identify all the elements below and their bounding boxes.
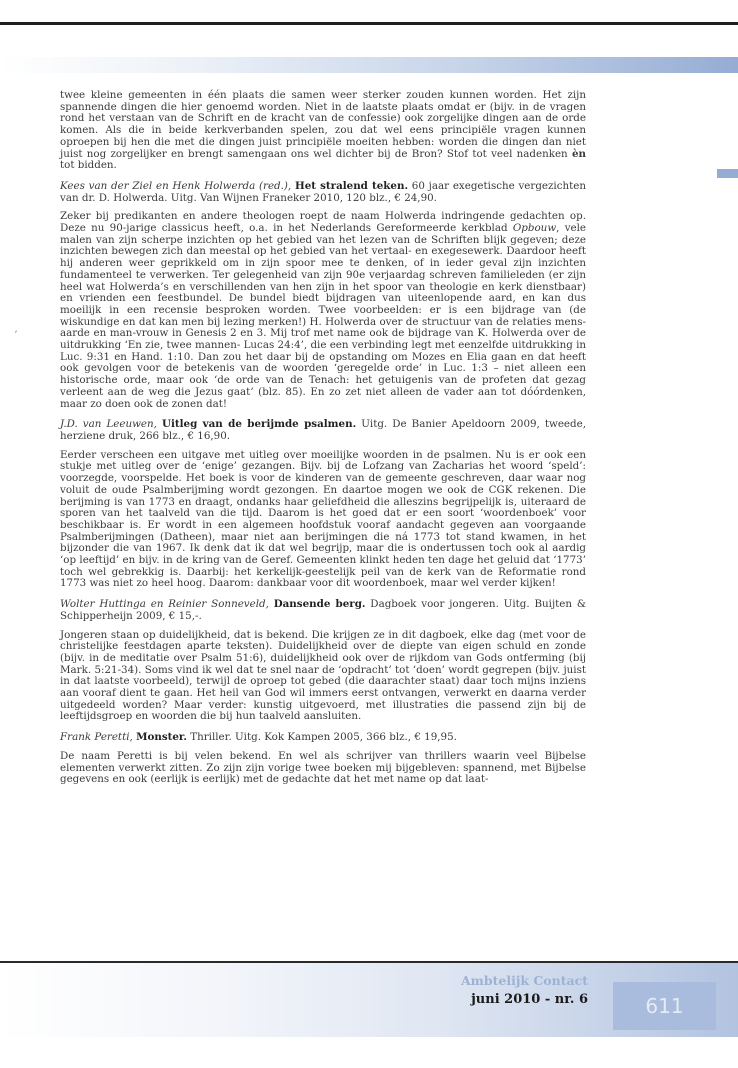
review-header-4: Frank Peretti, Monster. Thriller. Uitg. Kok Kampen 2005, 366 blz., € 19,95. [60,731,457,744]
review-body-3: Jongeren staan op duidelijkheid, dat is bekend. Die krijgen ze in dit dagboek, elke dag (met voor de christelijke feestdagen aparte teksten). Duidelijkheid over de diepte van eigen schuld en zonde (bijv. in de meditatie over Psalm 51:6), duidelijkheid ook over de rijkdom van Gods ontferming (bij Mark. 5:21-34). Soms vind ik wel dat te snel naar de ‘opdracht’ tot ‘doen’ wordt gegrepen (bijv. juist in dat laatste voorbeeld), terwijl de oproep tot gebed (die daarachter staat) daar toch mijns inziens aan vooraf dient te gaan. Het heil van God wil immers eerst ontvangen, verwerkt en daarna verder uitgedeeld worden? Maar verder: kunstig uitgevoerd, met illustraties die passend zijn bij de leeftijdsgroep en woorden die bij hun taalveld aansluiten. [60,628,586,723]
top-rule [0,22,738,25]
review-title-3: Dansende berg. [273,598,366,611]
review-header-1: Kees van der Ziel en Henk Holwerda (red.), Het stralend teken. 60 jaar exegetische vergezichten van dr. D. Holwerda. Uitg. Van Wijnen Franeker 2010, 120 blz., € 24,90. [60,179,586,204]
intro-emphasis: èn [571,147,586,160]
review-header-2: J.D. van Leeuwen, Uitleg van de berijmde psalmen. Uitg. De Banier Apeldoorn 2009, tweede, herziene druk, 266 blz., € 16,90. [60,418,586,442]
page-number: 611 [645,994,684,1018]
article-body [60,90,586,793]
footer [461,973,588,1007]
review-title-4: Monster. [136,731,187,744]
review-body-1: Zeker bij predikanten en andere theologen roept de naam Holwerda indringende gedachten op. Deze nu 90-jarige classicus heeft, o.a. in het Nederlands Gereformeerde kerkblad Opbouw, vele malen van zijn scherpe inzichten op het gebied van het lezen van de Schriften blijk gegeven; deze inzichten bewegen zich dan meestal op het gebied van het vertaal- en exegesewerk. Daardoor heeft hij anderen weer geprikkeld om in zijn spoor mee te denken, of in ieder geval zijn inzichten fundamenteel te verwerken. Ter gelegenheid van zijn 90e verjaardag schreven familieleden (er zijn heel wat Holwerda’s en verschillenden van hen zijn in het spoor van theologie en kerk dienstbaar) en vrienden een feestbundel. De bundel biedt bijdragen van uiteenlopende aard, en kan dus moeilijk in een recensie besproken worden. Twee voorbeelden: er is een bijdrage van (de wiskundige en dat kan men bij lezing merken!) H. Holwerda over de structuur van de relaties mens-aarde en man-vrouw in Genesis 2 en 3. Mij trof met name ook de bijdrage van K. Holwerda over de uitdrukking ‘En zie, twee mannen- Lucas 24:4’, die een verbinding legt met eenzelfde uitdrukking in Luc. 9:31 en Hand. 1:10. Dan zou het daar bij de opstanding om Mozes en Elia gaan en dat heeft ook gevolgen voor de betekenis van de woorden ‘geregelde orde’ in Luc. 1:3 – niet alleen een historische orde, maar ook ‘de orde van de Tenach: het getuigenis van de profeten dat gezag verleent aan de weg die Jezus gaat’ (blz. 85). En zo zet niet alleen de vader aan tot dóórdenken, maar zo doen ook de zonen dat! [60,210,586,410]
margin-tab [717,169,738,178]
review-body-2: Eerder verscheen een uitgave met uitleg over moeilijke woorden in de psalmen. Nu is er ook een stukje met uitleg over de ‘enige’ gezangen. Bijv. bij de Lofzang van Zacharias het woord ‘speld’: voorzegde, voorspelde. Het boek is voor de kinderen van de gemeente geschreven, daar waar nog voluit de oude Psalmberijming wordt gezongen. En daartoe mogen we ook de CGK rekenen. Die berijming is van 1773 en draagt, ondanks haar geliefdheid die alleszins begrijpelijk is, uiteraard de sporen van het taalveld van die tijd. Daarom is het goed dat er een soort ‘woordenboek’ voor beschikbaar is. Er wordt in een algemeen hoofdstuk vooraf aandacht gegeven aan voorgaande Psalmberijmingen (Datheen), maar niet aan berijmingen die ná 1773 tot stand kwamen, in het bijzonder die van 1967. Ik denk dat ik dat wel begrijp, maar die is ondertussen toch ook al aardig ‘op leeftijd’ en bijv. in de kring van de Geref. Gemeenten klinkt heden ten dage het geluid dat ‘1773’ toch wel gebrekkig is. Daarbij: het kerkelijk-geestelijk peil van de kerk van de Reformatie rond 1773 was niet zo heel hoog. Daarom: dankbaar voor dit woordenboek, maar wel verder kijken! [60,448,586,590]
magazine-name: Ambtelijk Contact [460,973,588,988]
page-number-box [613,982,716,1030]
issue-label: juni 2010 - nr. 6 [471,992,588,1007]
intro-paragraph: twee kleine gemeenten in één plaats die samen weer sterker zouden kunnen worden. Het zijn spannende dingen die hier genoemd worden. Niet in de laatste plaats omdat er (bijv. in de vragen rond het verstaan van de Schrift en de kracht van de confessie) ook zorgelijke dingen aan de orde komen. Als die in beide kerkverbanden spelen, zou dat wel eens principiële vragen kunnen oproepen bij hen die met die dingen juist principiële moeiten hebben: worden die dingen dan niet juist nog zorgelijker en brengt samengaan ons wel dichter bij de Bron? Stof tot veel nadenken èn tot bidden. [60,89,586,172]
header-color-band [0,57,738,73]
review-header-3: Wolter Huttinga en Reinier Sonneveld, Dansende berg. Dagboek voor jongeren. Uitg. Buijten & Schipperheijn 2009, € 15,-. [60,598,587,622]
margin-mark: ʼ [14,330,18,341]
review-body-4: De naam Peretti is bij velen bekend. En wel als schrijver van thrillers waarin veel Bijbelse elementen verwerkt zitten. Zo zijn zijn vorige twee boeken mij bijgebleven: spannend, met Bijbelse gegevens en ook (eerlijk is eerlijk) met de gedachte dat het met name op dat laat- [60,749,586,786]
bottom-rule [0,961,738,963]
review-title-2: Uitleg van de berijmde psalmen. [161,418,357,431]
review-title-1: Het stralend teken. [294,179,409,192]
